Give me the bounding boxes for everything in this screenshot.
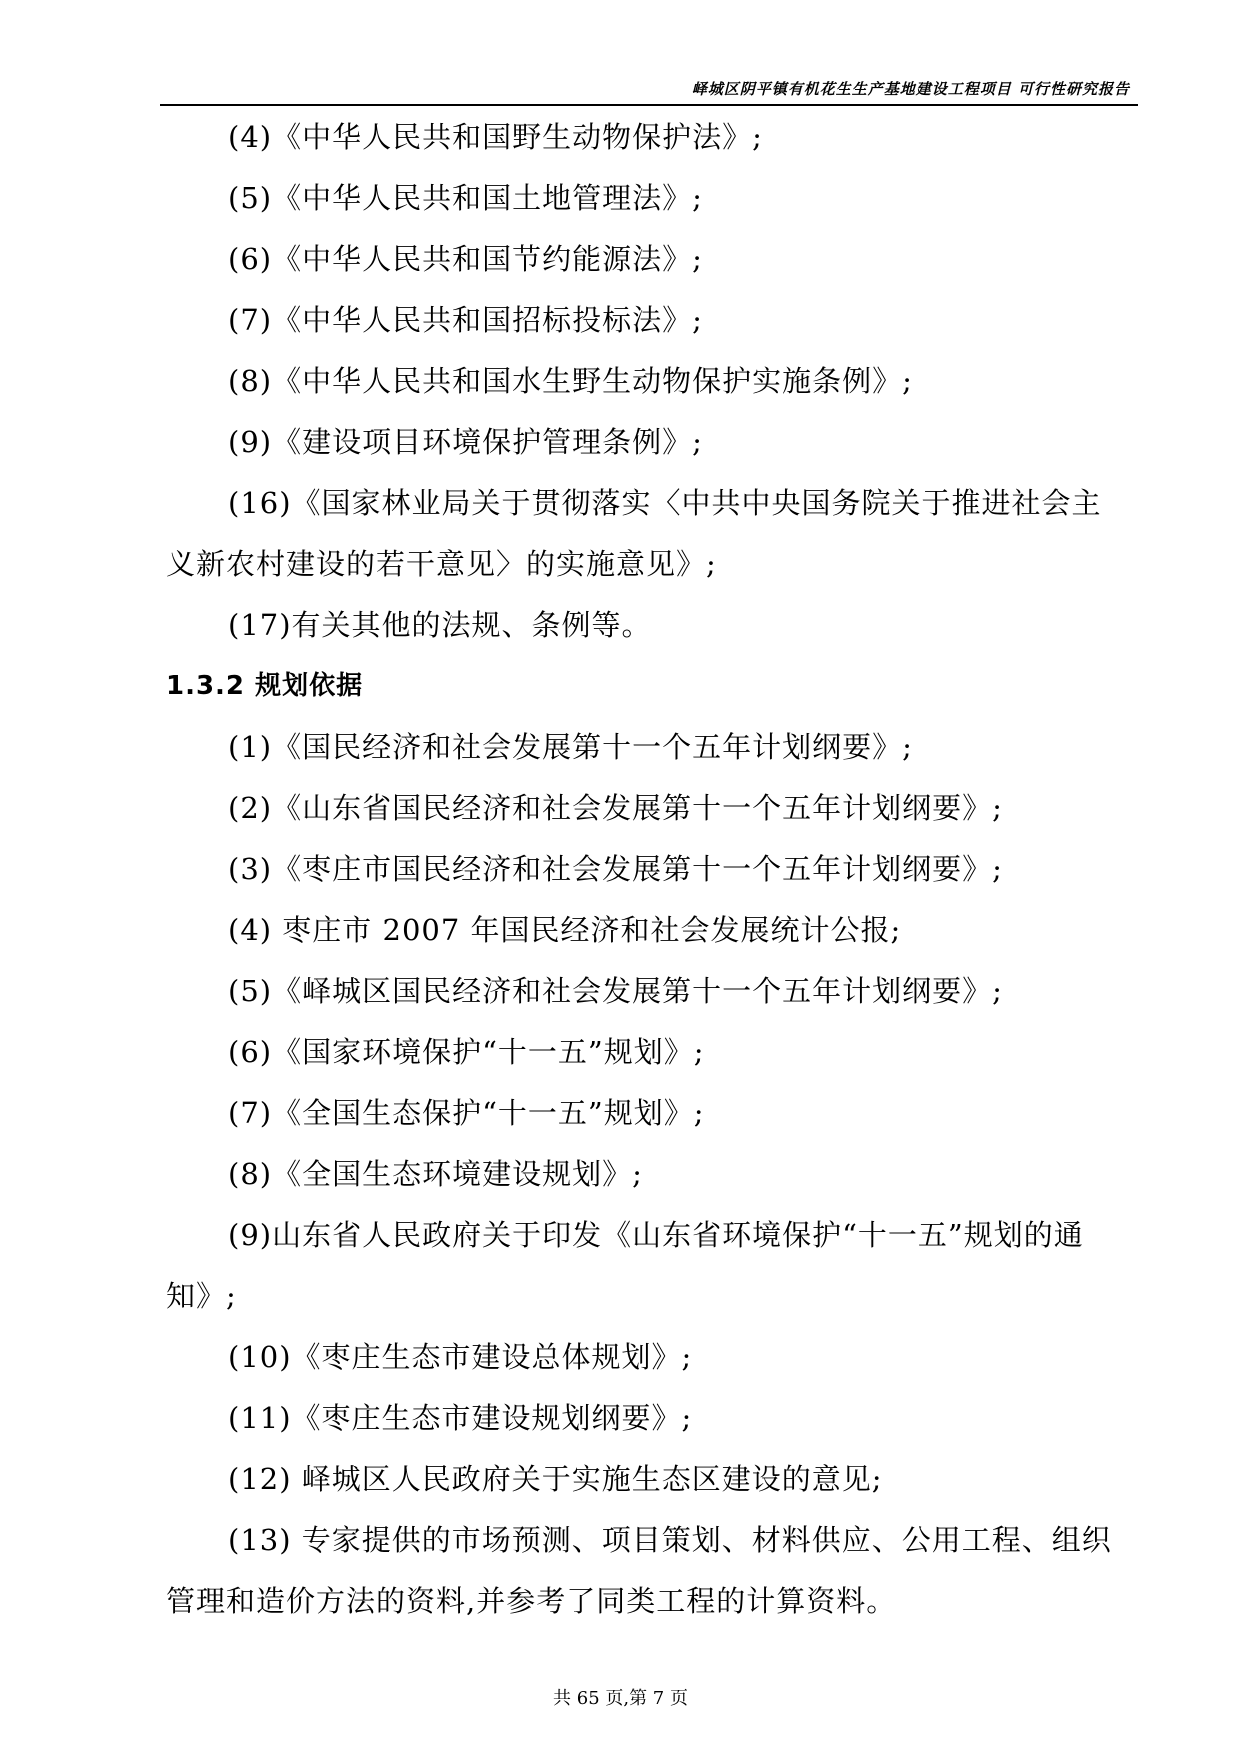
plan-item: (10)《枣庄生态市建设总体规划》; — [228, 1340, 693, 1374]
plan-item: (7)《全国生态保护“十一五”规划》; — [228, 1096, 705, 1130]
page-header — [160, 76, 1138, 106]
plan-item-continuation: 知》; — [166, 1279, 237, 1313]
section-heading: 1.3.2 规划依据 — [166, 671, 364, 701]
plan-item: (8)《全国生态环境建设规划》; — [228, 1157, 643, 1191]
law-item: (6)《中华人民共和国节约能源法》; — [228, 242, 703, 276]
law-item-continuation: 义新农村建设的若干意见〉的实施意见》; — [166, 547, 717, 581]
law-item: (4)《中华人民共和国野生动物保护法》; — [228, 120, 763, 154]
plan-item: (6)《国家环境保护“十一五”规划》; — [228, 1035, 705, 1069]
plan-item-continuation: 管理和造价方法的资料,并参考了同类工程的计算资料。 — [166, 1584, 897, 1618]
law-item: (17)有关其他的法规、条例等。 — [228, 608, 652, 642]
plan-item: (4) 枣庄市 2007 年国民经济和社会发展统计公报; — [228, 913, 902, 947]
plan-item: (12) 峄城区人民政府关于实施生态区建设的意见; — [228, 1462, 883, 1496]
law-item: (8)《中华人民共和国水生野生动物保护实施条例》; — [228, 364, 913, 398]
law-item: (7)《中华人民共和国招标投标法》; — [228, 303, 703, 337]
plan-item: (5)《峄城区国民经济和社会发展第十一个五年计划纲要》; — [228, 974, 1003, 1008]
plan-item: (2)《山东省国民经济和社会发展第十一个五年计划纲要》; — [228, 791, 1003, 825]
document-body — [166, 107, 1141, 1632]
page-footer: 共 65 页,第 7 页 — [553, 1688, 688, 1709]
plan-item: (3)《枣庄市国民经济和社会发展第十一个五年计划纲要》; — [228, 852, 1003, 886]
plan-item: (9)山东省人民政府关于印发《山东省环境保护“十一五”规划的通 — [228, 1218, 1084, 1252]
law-item: (5)《中华人民共和国土地管理法》; — [228, 181, 703, 215]
header-title: 峄城区阴平镇有机花生生产基地建设工程项目 可行性研究报告 — [691, 80, 1130, 98]
law-item: (9)《建设项目环境保护管理条例》; — [228, 425, 703, 459]
plan-item: (13) 专家提供的市场预测、项目策划、材料供应、公用工程、组织 — [228, 1523, 1112, 1557]
plan-item: (11)《枣庄生态市建设规划纲要》; — [228, 1401, 693, 1435]
plan-item: (1)《国民经济和社会发展第十一个五年计划纲要》; — [228, 730, 913, 764]
law-item: (16)《国家林业局关于贯彻落实〈中共中央国务院关于推进社会主 — [228, 486, 1102, 520]
